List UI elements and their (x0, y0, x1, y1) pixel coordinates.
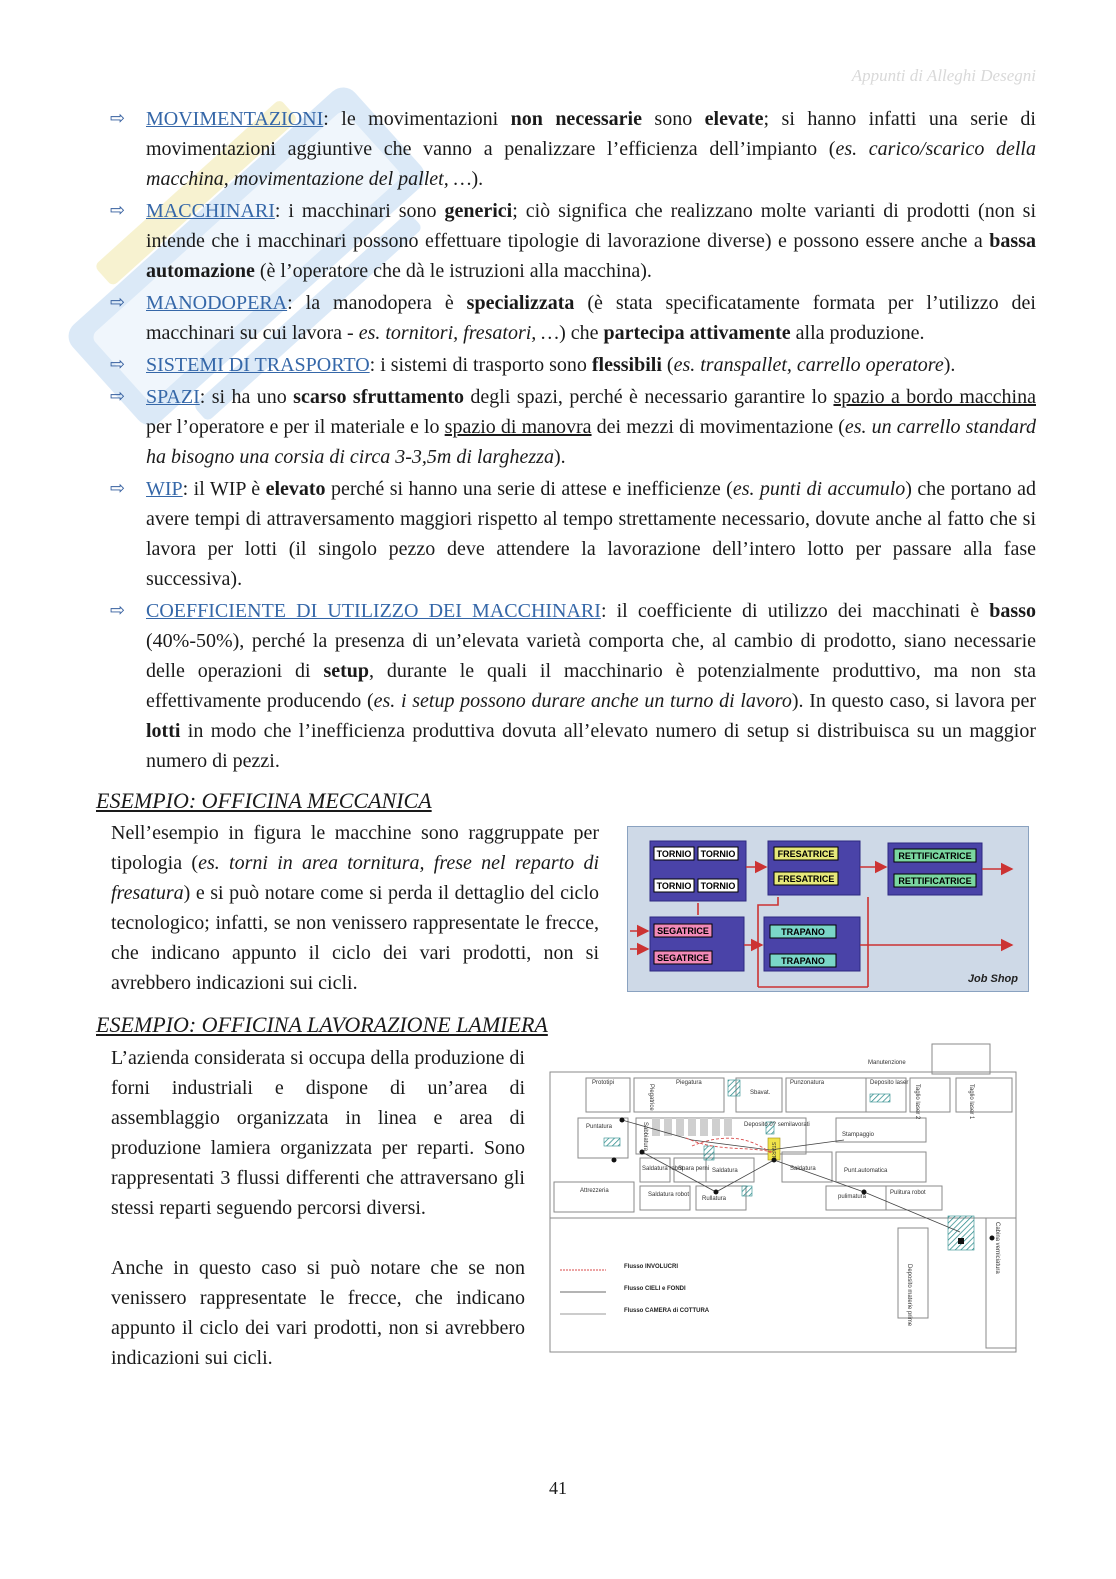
segatrice-label-2: SEGATRICE (657, 953, 709, 963)
text-run: bassa automazione (146, 230, 1036, 282)
text-run: ) che portano ad avere tempi di attraversamento maggiori rispetto al tempo strettamente necessario, dovute anche al fatto che si lavora per lotti (il singolo pezzo deve attendere la lavorazione dell’intero lotto per passare alla fase successiva). (146, 478, 1036, 590)
text-run: non necessarie (510, 108, 642, 130)
page-number: 41 (549, 1478, 567, 1498)
rettificatrice-label-1: RETTIFICATRICE (898, 851, 972, 861)
rettificatrice-label-2: RETTIFICATRICE (898, 876, 972, 886)
label-manutenzione: Manutenzione (868, 1060, 906, 1066)
text-run: es. tornitori, fresatori, … (358, 322, 560, 344)
text-run: degli spazi, perché è necessario garantire lo (464, 386, 834, 408)
label-taglio-laser-1: Taglio laser 1 (968, 1084, 974, 1120)
header-note: Appunti di Alleghi Desegni (851, 66, 1036, 85)
bullet-item (110, 104, 1036, 194)
text-run: , durante le quali il macchinario è potenzialmente produttivo, ma non sta effettivamente producendo ( (146, 660, 1037, 712)
bullet-keyword-link[interactable]: COEFFICIENTE DI UTILIZZO DEI MACCHINARI (146, 600, 601, 622)
text-run: : la manodopera è (287, 292, 467, 314)
section2-paragraph-2: Anche in questo caso si può notare che se non venissero rappresentate le frecce, che indicano appunto il ciclo dei vari prodotti, non si avrebbero indicazioni sui cicli. (111, 1257, 525, 1369)
arrow-bullet-icon: ⇨ (110, 386, 126, 407)
text-run: es. transpallet, carrello operatore (673, 354, 944, 376)
arrow-bullet-icon: ⇨ (110, 108, 126, 129)
legend-label: Flusso CIELI e FONDI (624, 1286, 686, 1292)
text-run: flessibili (591, 354, 662, 376)
label-rullatura: Rullatura (702, 1196, 727, 1202)
text-run: ( (661, 354, 674, 376)
legend-label: Flusso INVOLUCRI (624, 1264, 679, 1270)
text-run: : i macchinari sono (274, 200, 445, 222)
label-punt-automatica: Punt.automatica (844, 1168, 888, 1174)
text-run: sono (641, 108, 705, 130)
text-run: basso (989, 600, 1036, 622)
bullet-keyword-link[interactable]: MACCHINARI (146, 200, 275, 222)
arrow-bullet-icon: ⇨ (110, 354, 126, 375)
text-run: partecipa attivamente (603, 322, 791, 344)
label-punzonatura: Punzonatura (790, 1080, 825, 1086)
text-run: (è l’operatore che dà le istruzioni alla macchina). (254, 260, 652, 282)
section1-paragraph (111, 818, 599, 998)
text-run: generici (444, 200, 513, 222)
label-saldatura-robot: Saldatura robot (642, 1166, 684, 1172)
label-deposito-laser: Deposito laser (870, 1080, 909, 1086)
section-title-officina-lamiera: ESEMPIO: OFFICINA LAVORAZIONE LAMIERA (96, 1012, 548, 1037)
bullet-keyword-link[interactable]: MOVIMENTAZIONI (146, 108, 324, 130)
text-run: : le movimentazioni (323, 108, 511, 130)
plant-layout-figure (546, 1042, 1020, 1356)
section2-paragraph-1: L’azienda considerata si occupa della produzione di forni industriali e dispone di un’area di assemblaggio organizzata in linea e area di produzione lamiera organizzata per reparti. Sono rappresentati 3 flussi differenti che attraversano gli stessi reparti seguendo percorsi diversi. (111, 1047, 525, 1219)
text-run: : il coefficiente di utilizzo dei macchinati è (600, 600, 990, 622)
text-run: : si ha uno (199, 386, 294, 408)
text-run: per l’operatore e per il materiale e lo (146, 416, 445, 438)
text-run: es. punti di accumulo (732, 478, 906, 500)
label-puntatura: Puntatura (586, 1124, 613, 1130)
text-run: dei mezzi di movimentazione ( (591, 416, 845, 438)
bullet-list (110, 104, 1036, 778)
job-shop-figure (627, 826, 1029, 992)
bullet-item (110, 596, 1036, 776)
text-run: es. torni in area tornitura, frese nel reparto di fresatura (111, 852, 600, 904)
text-run: : il WIP è (182, 478, 266, 500)
text-run: ). (943, 354, 956, 376)
text-run: ). (471, 168, 484, 190)
fresatrice-label-2: FRESATRICE (777, 874, 835, 884)
text-run: es. un carrello standard ha bisogno una corsia di circa 3-3,5m di larghezza (146, 416, 1037, 468)
tornio-label-1: TORNIO (656, 849, 692, 859)
bullet-keyword-link[interactable]: SPAZI (146, 386, 200, 408)
tornio-label-4: TORNIO (700, 881, 736, 891)
text-run: ). (553, 446, 566, 468)
label-saldatura-robot-2: Saldatura robot (648, 1192, 690, 1198)
text-run: elevate (704, 108, 764, 130)
arrow-bullet-icon: ⇨ (110, 600, 126, 621)
bullet-item (110, 382, 1036, 472)
text-run: lotti (146, 720, 181, 742)
text-run: perché si hanno una serie di attese e inefficienze ( (325, 478, 733, 500)
text-run: alla produzione. (790, 322, 925, 344)
text-run: specializzata (466, 292, 575, 314)
text-run: (40%-50%), perché la presenza di un’elevata varietà comporta che, al cambio di prodotto, siano necessarie delle operazioni di (146, 630, 1036, 682)
segatrice-label-1: SEGATRICE (657, 926, 709, 936)
label-cabina: Cabina verniciatura (994, 1222, 1000, 1274)
tornio-label-2: TORNIO (700, 849, 736, 859)
bullet-item (110, 288, 1036, 348)
text-run: Nell’esempio in figura le macchine sono raggruppate per tipologia ( (111, 822, 599, 874)
label-taglio-laser-2: Taglio laser 2 (914, 1084, 920, 1120)
legend-label: Flusso CAMERA di COTTURA (624, 1308, 710, 1314)
label-prototipi: Prototipi (592, 1080, 615, 1086)
label-saldatura-2: Saldatura (790, 1166, 816, 1172)
text-run: elevato (265, 478, 326, 500)
text-run: es. carico/scarico della macchina, movimentazione del pallet, … (146, 138, 1036, 190)
bullet-keyword-link[interactable]: SISTEMI DI TRASPORTO (146, 354, 370, 376)
text-run: ). In questo caso, si lavora per (791, 690, 1037, 712)
bullet-item (110, 474, 1036, 594)
text-run: ; ciò significa che realizzano molte varianti di prodotti (non si intende che i macchinari possono effettuare tipologie di lavorazione diverse) e possono essere anche a (146, 200, 1036, 252)
label-pulitura-robot: Pulitura robot (890, 1190, 926, 1196)
text-run: spazio di manovra (444, 416, 592, 438)
text-run: (è stata specificatamente formata per l’utilizzo dei macchinari su cui lavora - (146, 292, 1036, 344)
text-run: ) e si può notare come si perda il dettaglio del ciclo tecnologico; infatti, se non venissero rappresentate le frecce, che indicano appunto il ciclo dei vari prodotti, non si avrebbero indicazioni sui cicli. (111, 882, 599, 994)
label-deposito-materie: Deposito materie prime (906, 1264, 912, 1327)
plant-layout-diagram (546, 1042, 1020, 1356)
text-run: ; si hanno infatti una serie di movimentazioni aggiuntive che vanno a penalizzare l’efficienza dell’impianto ( (146, 108, 1036, 160)
text-run: es. i setup possono durare anche un turno di lavoro (373, 690, 792, 712)
label-piegatura: Piegatura (676, 1080, 702, 1086)
arrow-bullet-icon: ⇨ (110, 478, 126, 499)
job-shop-caption: Job Shop (967, 973, 1018, 985)
arrow-bullet-icon: ⇨ (110, 292, 126, 313)
label-spara-perni: Spara perni (678, 1166, 710, 1172)
label-stampaggio: Stampaggio (842, 1132, 875, 1138)
job-shop-diagram (628, 827, 1028, 991)
label-pulimatura: pulimatura (838, 1194, 867, 1200)
label-deposito-semilavorati: Deposito 0? semilavorati (744, 1122, 810, 1128)
label-sabbiatura: Sabbiatura (642, 1122, 648, 1152)
bullet-item (110, 196, 1036, 286)
bullet-item (110, 350, 1036, 380)
label-piegatrice: Piegatrice (648, 1084, 654, 1111)
trapano-label-1: TRAPANO (781, 927, 825, 937)
label-attrezzeria: Attrezzeria (580, 1188, 609, 1194)
label-start: START (770, 1142, 776, 1158)
text-run: ) che (559, 322, 604, 344)
text-run: setup (323, 660, 370, 682)
tornio-label-3: TORNIO (656, 881, 692, 891)
label-saldatura: Saldatura (712, 1168, 738, 1174)
trapano-label-2: TRAPANO (781, 956, 825, 966)
text-run: spazio a bordo macchina (833, 386, 1036, 408)
fresatrice-label-1: FRESATRICE (777, 849, 835, 859)
text-run: scarso sfruttamento (293, 386, 464, 408)
text-run: : i sistemi di trasporto sono (369, 354, 592, 376)
bullet-keyword-link[interactable]: WIP (146, 478, 183, 500)
bullet-keyword-link[interactable]: MANODOPERA (146, 292, 288, 314)
text-run: in modo che l’inefficienza produttiva dovuta all’elevato numero di setup si distribuisca su un maggior numero di pezzi. (146, 720, 1036, 772)
arrow-bullet-icon: ⇨ (110, 200, 126, 221)
label-sbavat: Sbavat. (750, 1090, 771, 1096)
section-title-officina-meccanica: ESEMPIO: OFFICINA MECCANICA (96, 788, 432, 813)
